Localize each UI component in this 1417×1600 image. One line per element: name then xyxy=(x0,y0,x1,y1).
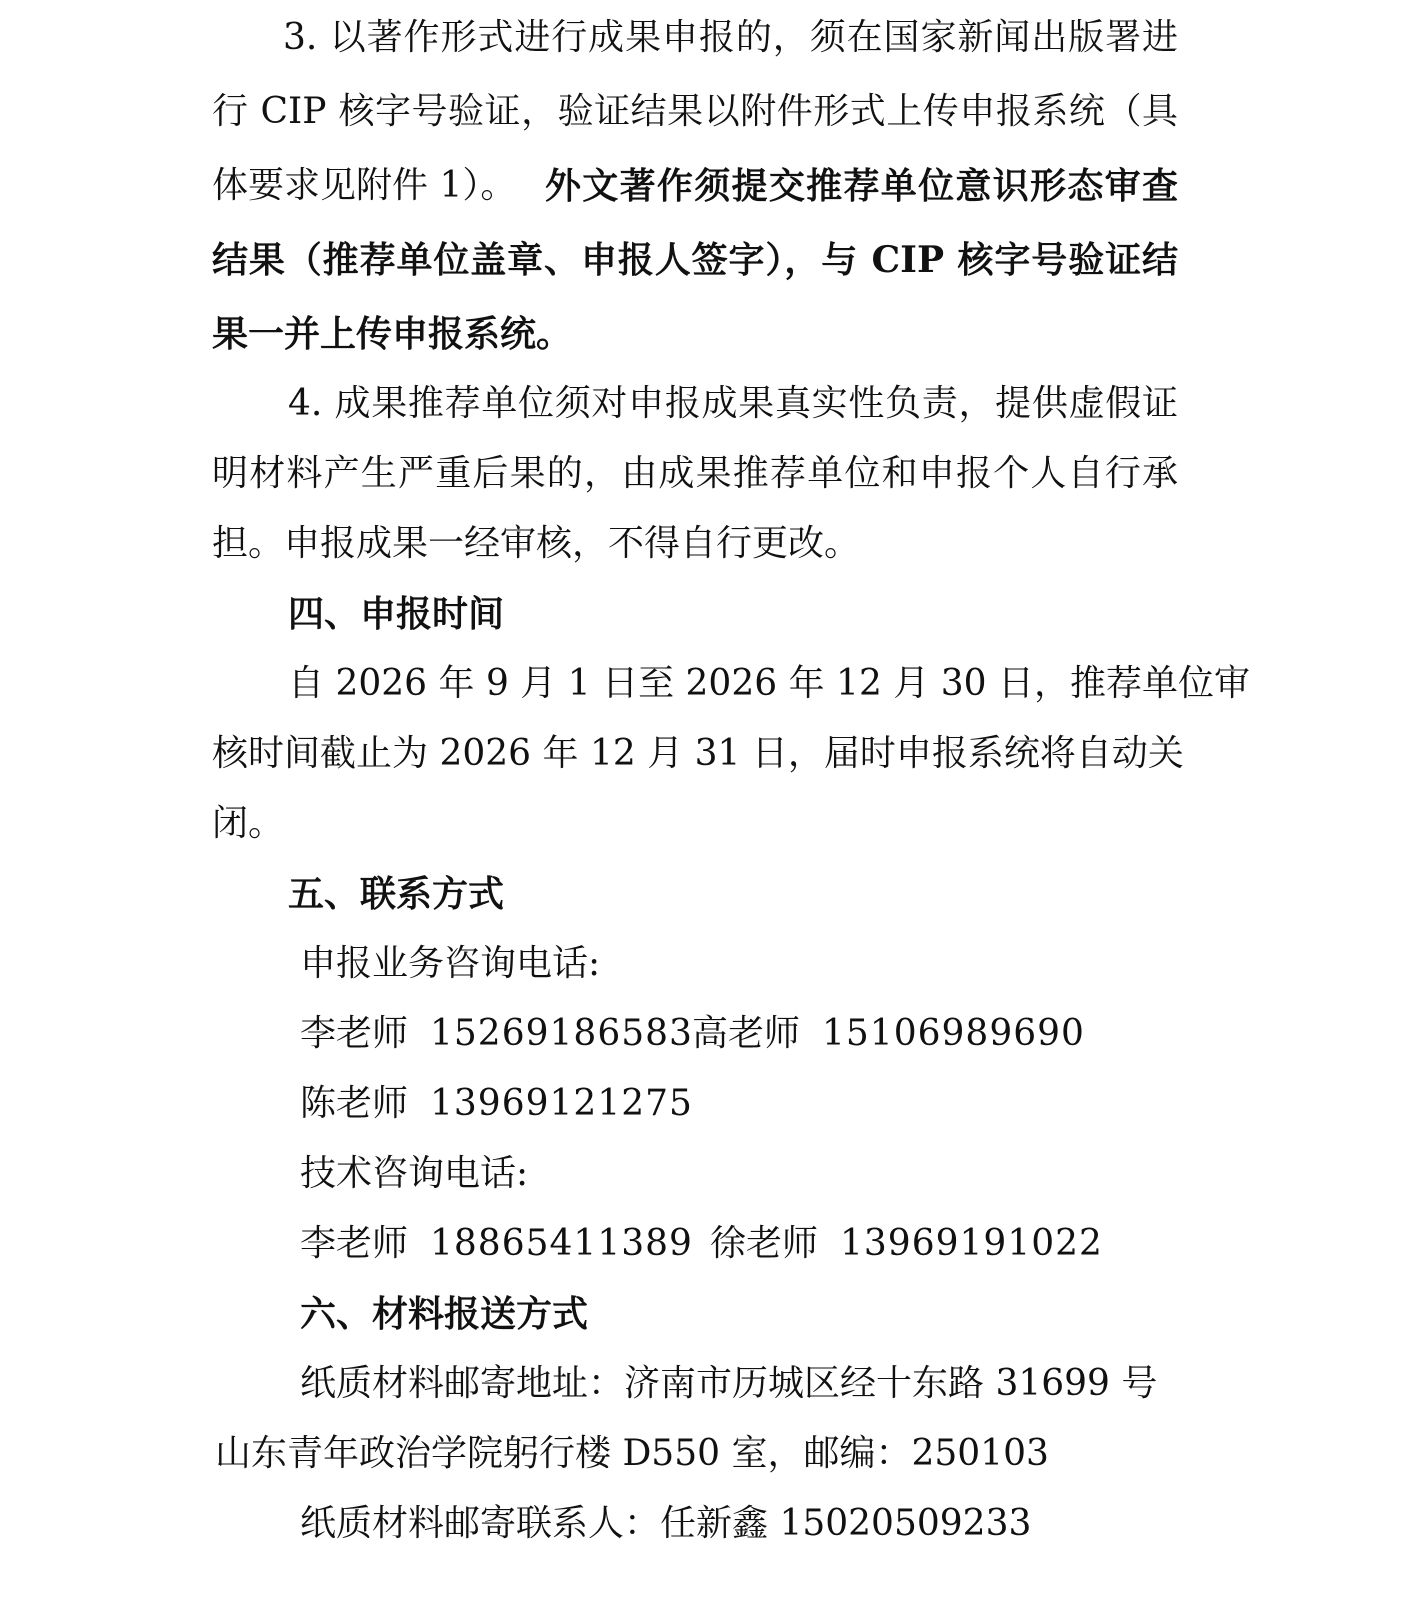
tech-label-line xyxy=(0,1138,1417,1210)
business-consult-label: 申报业务咨询电话: xyxy=(300,943,601,984)
paragraph-3-line-5-text: 果一并上传申报系统。 xyxy=(212,313,573,355)
paragraph-3-line-3-text-b: 外文著作须提交推荐单位意识形态审查 xyxy=(545,165,1178,207)
paragraph-3-line-4 xyxy=(0,224,1417,296)
contact-phone: 13969121275 xyxy=(430,1083,693,1124)
mailing-address-line-1: 纸质材料邮寄地址：济南市历城区经十东路 31699 号 xyxy=(300,1363,1158,1404)
heading-contact-text: 五、联系方式 xyxy=(288,873,505,915)
paragraph-3-line-2-text: 行 CIP 核字号验证，验证结果以附件形式上传申报系统（具 xyxy=(212,91,1178,132)
business-contacts-row-1 xyxy=(0,998,1417,1070)
contact-phone: 15106989690 xyxy=(822,1013,1085,1054)
contact-name: 李老师 xyxy=(300,1223,409,1264)
time-line-3 xyxy=(0,788,1417,860)
contact-name: 陈老师 xyxy=(300,1083,409,1124)
paragraph-4-line-2-text: 明材料产生严重后果的，由成果推荐单位和申报个人自行承 xyxy=(212,453,1178,494)
paragraph-3-line-1 xyxy=(0,2,1417,74)
materials-contact-line xyxy=(0,1488,1417,1560)
paragraph-4-line-3-text: 担。申报成果一经审核，不得自行更改。 xyxy=(212,523,861,564)
contact-phone: 15269186583 xyxy=(430,1013,693,1054)
tech-contacts-row xyxy=(0,1208,1417,1280)
paragraph-4-line-3 xyxy=(0,508,1417,580)
time-line-1-text: 自 2026 年 9 月 1 日至 2026 年 12 月 30 日，推荐单位审 xyxy=(288,663,1250,704)
heading-contact xyxy=(0,858,1417,930)
heading-declaration-time-text: 四、申报时间 xyxy=(288,593,505,635)
paragraph-3-line-2 xyxy=(0,76,1417,148)
tech-consult-label: 技术咨询电话: xyxy=(300,1153,529,1194)
heading-materials-text: 六、材料报送方式 xyxy=(300,1293,589,1335)
business-label-line xyxy=(0,928,1417,1000)
contact-name: 徐老师 xyxy=(710,1223,819,1264)
materials-address-line-2 xyxy=(0,1418,1417,1490)
contact-name: 高老师 xyxy=(692,1013,801,1054)
heading-declaration-time xyxy=(0,578,1417,650)
time-line-3-text: 闭。 xyxy=(212,803,285,844)
materials-address-line-1 xyxy=(0,1348,1417,1420)
time-line-2 xyxy=(0,718,1417,790)
mailing-contact-person: 纸质材料邮寄联系人：任新鑫 15020509233 xyxy=(300,1503,1032,1544)
paragraph-3-line-3-text-a: 体要求见附件 1）。 xyxy=(212,165,517,206)
mailing-address-line-2: 山东青年政治学院躬行楼 D550 室，邮编：250103 xyxy=(215,1433,1049,1474)
paragraph-3-line-4-text: 结果（推荐单位盖章、申报人签字），与 CIP 核字号验证结 xyxy=(212,239,1178,281)
paragraph-3-line-1-text: 3. 以著作形式进行成果申报的，须在国家新闻出版署进 xyxy=(283,17,1178,58)
contact-phone: 13969191022 xyxy=(840,1223,1103,1264)
paragraph-4-line-1 xyxy=(0,368,1417,440)
paragraph-3-line-5 xyxy=(0,298,1417,370)
contact-phone: 18865411389 xyxy=(430,1223,693,1264)
time-line-2-text: 核时间截止为 2026 年 12 月 31 日，届时申报系统将自动关 xyxy=(212,733,1184,774)
paragraph-4-line-1-text: 4. 成果推荐单位须对申报成果真实性负责，提供虚假证 xyxy=(288,383,1178,424)
business-contacts-row-2 xyxy=(0,1068,1417,1140)
paragraph-4-line-2 xyxy=(0,438,1417,510)
contact-name: 李老师 xyxy=(300,1013,409,1054)
time-line-1 xyxy=(0,648,1417,720)
heading-materials xyxy=(0,1278,1417,1350)
paragraph-3-line-3 xyxy=(0,150,1417,222)
